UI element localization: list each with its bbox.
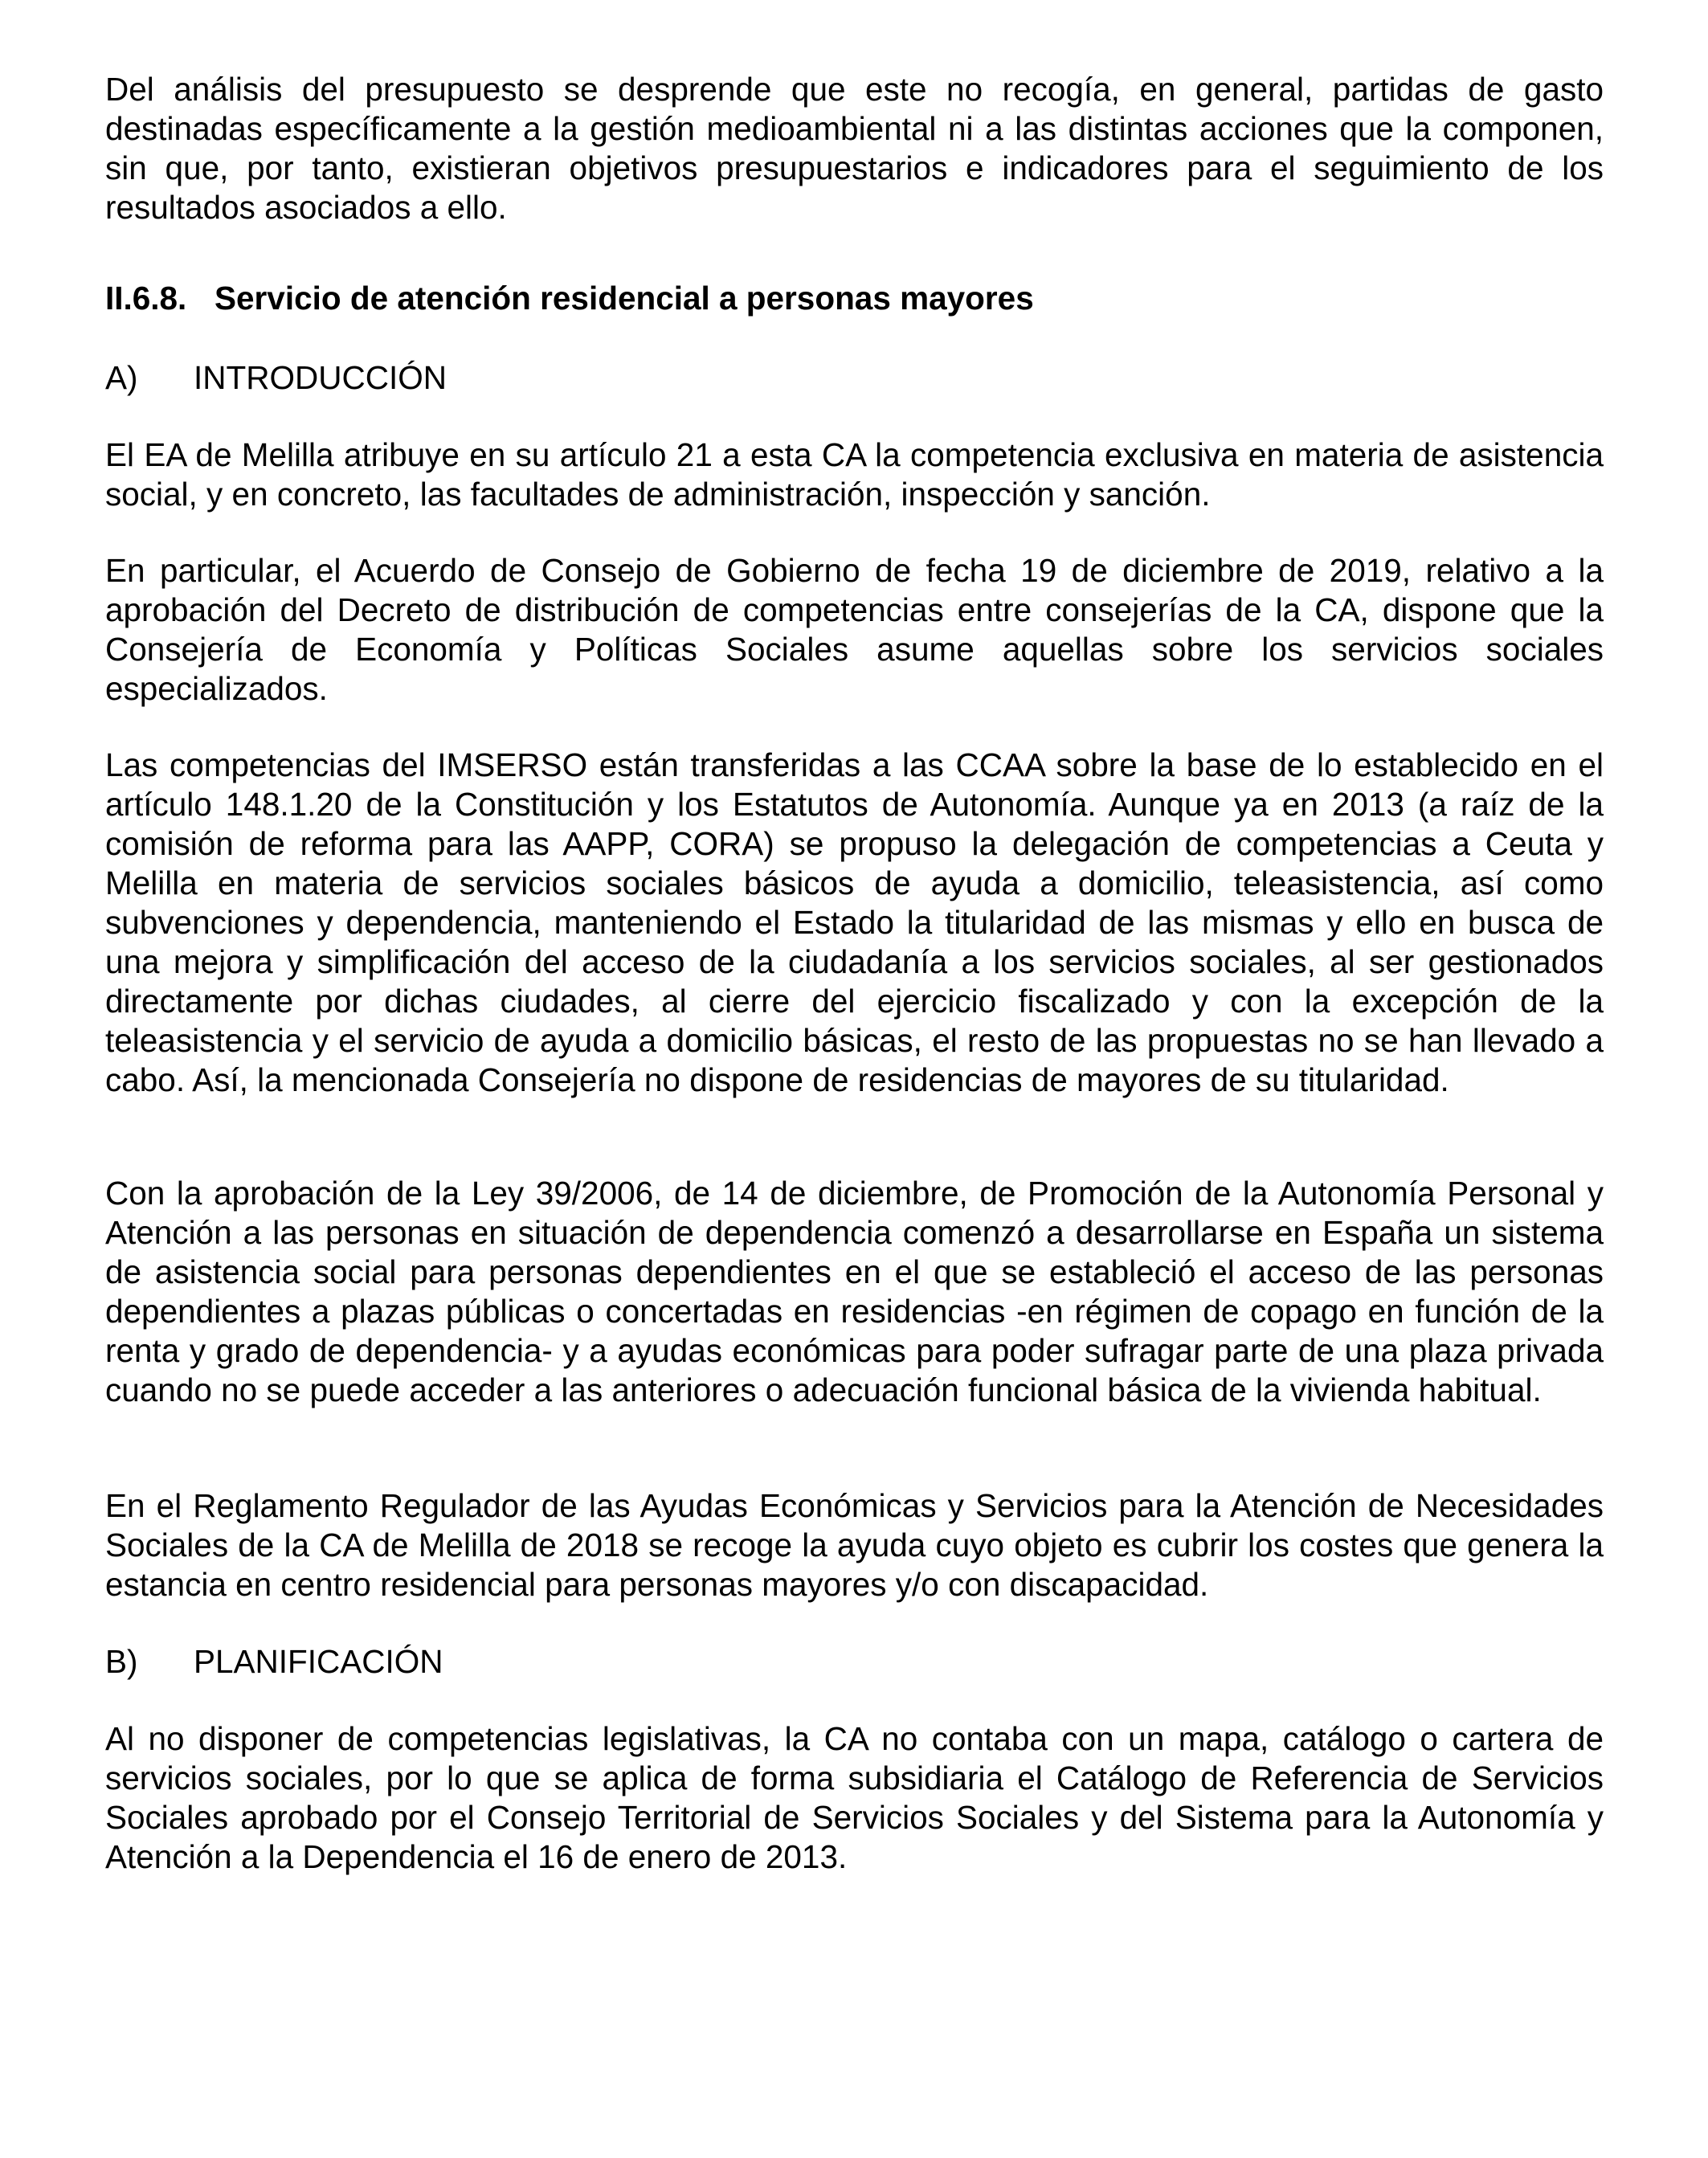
subsection-title: PLANIFICACIÓN — [194, 1643, 443, 1680]
subsection-heading-planificacion — [105, 1642, 1604, 1682]
paragraph-budget-analysis: Del análisis del presupuesto se desprende que este no recogía, en general, partidas de gasto destinadas específicamente a la gestión medioambiental ni a las distintas acciones que la componen, sin que, por tanto, existieran objetivos presupuestarios e indicadores para el seguimiento de los resultados asociados a ello. — [105, 71, 1604, 226]
section-heading — [105, 279, 1604, 318]
paragraph-planificacion: Al no disponer de competencias legislativas, la CA no contaba con un mapa, catálogo o cartera de servicios sociales, por lo que se aplica de forma subsidiaria el Catálogo de Referencia de Servicios Sociales aprobado por el Consejo Territorial de Servicios Sociales y del Sistema para la Autonomía y Atención a la Dependencia el 16 de enero de 2013. — [105, 1720, 1604, 1875]
section-number: II.6.8. — [105, 280, 187, 317]
paragraph-reglamento: En el Reglamento Regulador de las Ayudas Económicas y Servicios para la Atención de Necesidades Sociales de la CA de Melilla de 2018 se recoge la ayuda cuyo objeto es cubrir los costes que genera la estancia en centro residencial para personas mayores y/o con discapacidad. — [105, 1487, 1604, 1603]
subsection-label: B) — [105, 1643, 138, 1680]
paragraph-ley-dependencia: Con la aprobación de la Ley 39/2006, de 14 de diciembre, de Promoción de la Autonomía Personal y Atención a las personas en situación de dependencia comenzó a desarrollarse en España un sistema de asistencia social para personas dependientes en el que se estableció el acceso de las personas dependientes a plazas públicas o concertadas en residencias -en régimen de copago en función de la renta y grado de dependencia- y a ayudas económicas para poder sufragar parte de una plaza privada cuando no se puede acceder a las anteriores o adecuación funcional básica de la vivienda habitual. — [105, 1175, 1604, 1408]
paragraph-imserso: Las competencias del IMSERSO están transferidas a las CCAA sobre la base de lo establecido en el artículo 148.1.20 de la Constitución y los Estatutos de Autonomía. Aunque ya en 2013 (a raíz de la comisión de reforma para las AAPP, CORA) se propuso la delegación de competencias a Ceuta y Melilla en materia de servicios sociales básicos de ayuda a domicilio, teleasistencia, así como subvenciones y dependencia, manteniendo el Estado la titularidad de las mismas y ello en busca de una mejora y simplificación del acceso de la ciudadanía a los servicios sociales, al ser gestionados directamente por dichas ciudades, al cierre del ejercicio fiscalizado y con la excepción de la teleasistencia y el servicio de ayuda a domicilio básicas, el resto de las propuestas no se han llevado a cabo. Así, la mencionada Consejería no dispone de residencias de mayores de su titularidad. — [105, 746, 1604, 1098]
subsection-label: A) — [105, 359, 138, 396]
section-title: Servicio de atención residencial a personas mayores — [215, 280, 1034, 317]
paragraph-competencia: El EA de Melilla atribuye en su artículo 21 a esta CA la competencia exclusiva en materia de asistencia social, y en concreto, las facultades de administración, inspección y sanción. — [105, 436, 1604, 513]
subsection-title: INTRODUCCIÓN — [194, 359, 447, 396]
paragraph-acuerdo: En particular, el Acuerdo de Consejo de Gobierno de fecha 19 de diciembre de 2019, relativo a la aprobación del Decreto de distribución de competencias entre consejerías de la CA, dispone que la Consejería de Economía y Políticas Sociales asume aquellas sobre los servicios sociales especializados. — [105, 552, 1604, 707]
subsection-heading-introduccion — [105, 358, 1604, 398]
